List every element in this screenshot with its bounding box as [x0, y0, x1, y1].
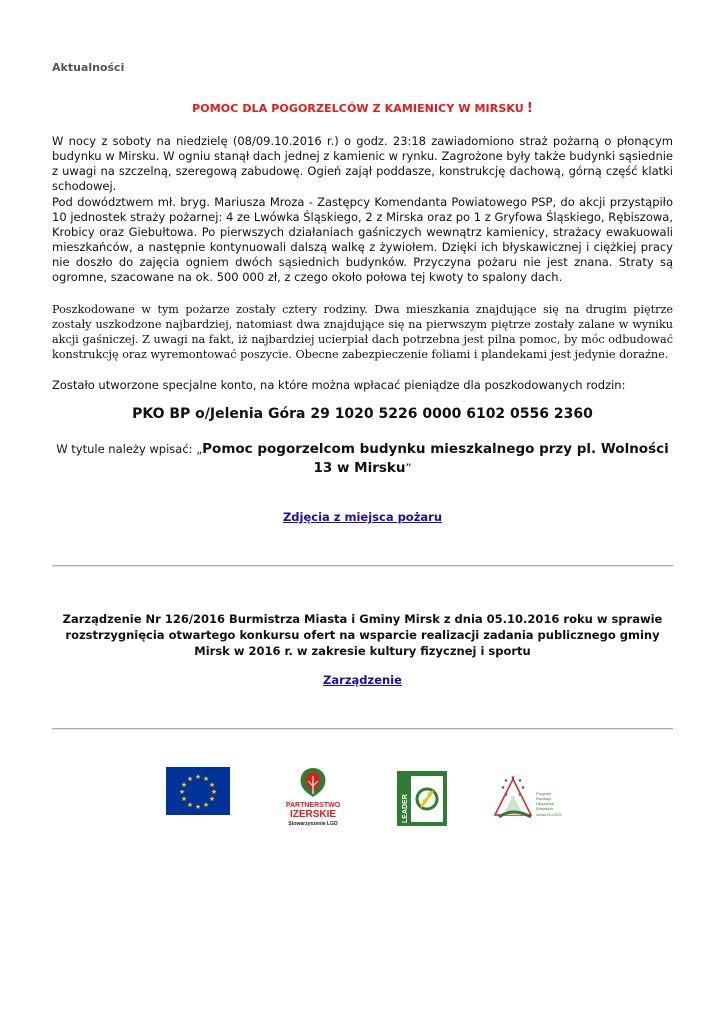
- transfer-suffix: ”: [405, 461, 412, 475]
- prow-line: na lata 2014-2020: [536, 813, 562, 817]
- article-paragraph: Poszkodowane w tym pożarze zostały cztery rodziny. Dwa mieszkania znajdujące się na drugim piętrze zostały uszkodzone najbardziej, natomiast dwa znajdujące się na pierwszym piętrze zostały zalane w wyniku akcji gaśniczej. Z uwagi na fakt, iż najbardziej ucierpiał dach potrzebna jest pilna pomoc, by móc odbudować konstrukcję oraz wyremontować poszycie. Obecne zabezpieczenie foliami i plandekami jest jedynie doraźne.: [52, 303, 673, 361]
- fire-photos-link[interactable]: Zdjęcia z miejsca pożaru: [282, 510, 443, 524]
- decree-title: Zarządzenie Nr 126/2016 Burmistrza Miasta i Gminy Mirsk z dnia 05.10.2016 roku w sprawie rozstrzygnięcia otwartego konkursu ofert na wsparcie realizacji zadania publicznego gminy Mirsk w 2016 r. w zakresie kultury fizycznej i sportu: [62, 612, 663, 658]
- prow-line: Rozwoju: [536, 796, 552, 801]
- partnerstwo-line2: IZERSKIE: [289, 809, 337, 820]
- article-paragraph: W nocy z soboty na niedzielę (08/09.10.2016 r.) o godz. 23:18 zawiadomiono straż pożarną o płonącym budynku w Mirsku. W ogniu stanął dach jednej z kamienic w rynku. Zagrożone były także budynki sąsiednie z uwagi na szczelną, szeregową zabudowę. Ogień zajął poddasze, konstrukcję dachową, górną część klatki schodowej.: [52, 134, 673, 193]
- prow-line: Program: [536, 791, 552, 796]
- prow-2014-2020-logo: [489, 771, 569, 825]
- article-paragraph: Zostało utworzone specjalne konto, na które można wpłacać pieniądze dla poszkodowanych rodzin:: [52, 378, 626, 392]
- svg-text:★: ★: [202, 775, 210, 783]
- article-title-mark: !: [526, 101, 533, 116]
- decree-link[interactable]: Zarządzenie: [323, 673, 402, 687]
- svg-text:★: ★: [503, 778, 509, 784]
- svg-text:★: ★: [517, 778, 523, 784]
- svg-text:★: ★: [178, 788, 186, 796]
- article-title: [52, 101, 673, 116]
- svg-text:★: ★: [194, 773, 202, 781]
- svg-text:★: ★: [186, 801, 194, 809]
- article-paragraph: Pod dowództwem mł. bryg. Mariusza Mroza - Zastępcy Komendanta Powiatowego PSP, do akcji przystąpiło 10 jednostek straży pożarnej: 4 ze Lwówka Śląskiego, 2 z Mirska oraz po 1 z Gryfowa Śląskiego, Rębiszowa, Krobicy oraz Giebułtowa. Po pierwszych działaniach gaśniczych wewnątrz kamienicy, strażacy ewakuowali mieszkańców, a następnie kontynuowali dalszą walkę z żywiołem. Dzięki ich błyskawicznej i ciężkiej pracy nie doszło do zajęcia ogniem dwóch sąsiednich budynków. Przyczyna pożaru nie jest znana. Straty są ogromne, szacowane na ok. 500 000 zł, z czego około połowa tej kwoty to spalony dach.: [52, 195, 673, 284]
- article-title-text: POMOC DLA POGORZELCÓW Z KAMIENICY W MIRSKU: [192, 102, 524, 115]
- transfer-prefix: W tytule należy wpisać: „: [56, 442, 203, 456]
- svg-text:★: ★: [510, 775, 516, 781]
- leader-text: LEADER: [402, 794, 409, 823]
- section-label: Aktualności: [52, 61, 125, 74]
- svg-text:★: ★: [186, 775, 194, 783]
- transfer-title-instruction: [52, 440, 673, 478]
- eu-flag-logo: [166, 767, 230, 815]
- partnerstwo-line1: PARTNERSTWO: [285, 802, 341, 809]
- svg-text:★: ★: [180, 781, 188, 789]
- svg-text:★: ★: [500, 785, 506, 791]
- svg-text:★: ★: [202, 801, 210, 809]
- svg-text:★: ★: [194, 803, 202, 811]
- svg-text:★: ★: [208, 781, 216, 789]
- svg-text:★: ★: [180, 795, 188, 803]
- svg-text:★: ★: [503, 792, 509, 798]
- divider: [52, 565, 673, 567]
- svg-text:★: ★: [520, 785, 526, 791]
- svg-text:★: ★: [208, 795, 216, 803]
- leader-logo: [397, 771, 447, 826]
- divider: [52, 728, 673, 730]
- bank-account: PKO BP o/Jelenia Góra 29 1020 5226 0000 6102 0556 2360: [132, 406, 593, 422]
- partnerstwo-izerskie-logo: [278, 764, 348, 828]
- transfer-title: Pomoc pogorzelcom budynku mieszkalnego przy pl. Wolności 13 w Mirsku: [202, 441, 669, 476]
- svg-text:★: ★: [210, 788, 218, 796]
- prow-line: Obszarów: [536, 801, 555, 806]
- prow-line: Wiejskich: [536, 806, 553, 811]
- svg-text:★: ★: [517, 792, 523, 798]
- partnerstwo-line3: Stowarzyszenie LGD: [288, 821, 338, 827]
